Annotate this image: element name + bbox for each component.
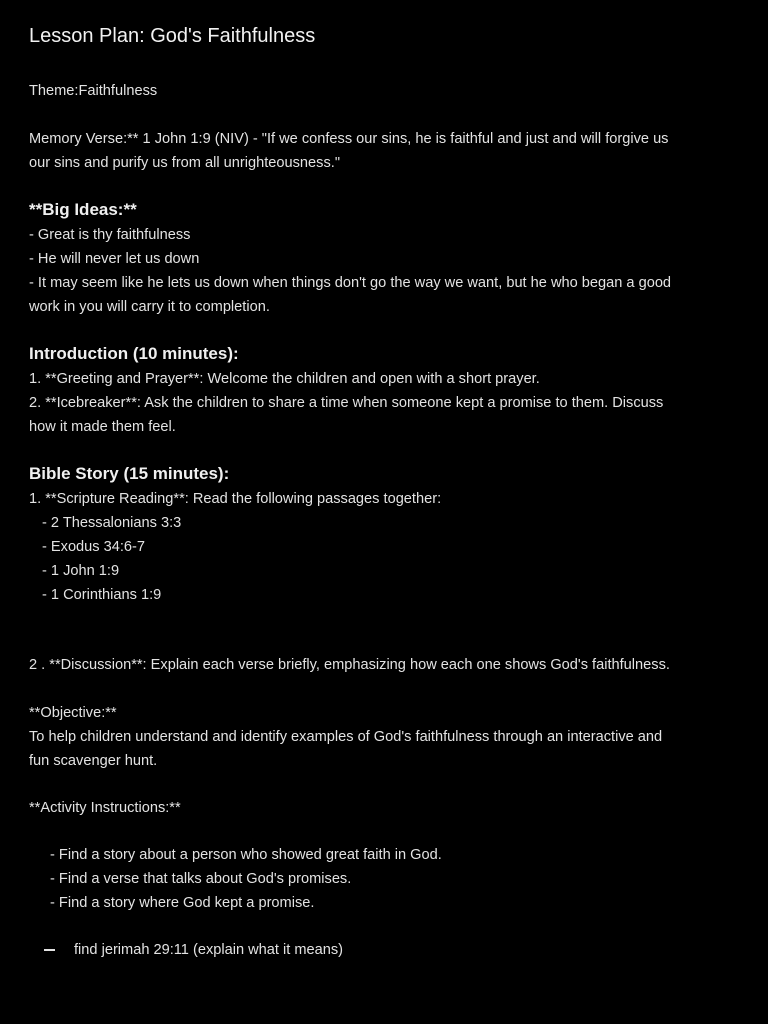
introduction-item: 1. **Greeting and Prayer**: Welcome the children and open with a short prayer.: [29, 371, 540, 387]
discussion-line: 2 . **Discussion**: Explain each verse briefly, emphasizing how each one shows God's faithfulness.: [29, 657, 670, 673]
memory-verse-line2: our sins and purify us from all unrighteousness.": [29, 155, 340, 171]
big-idea-item: - It may seem like he lets us down when things don't go the way we want, but he who began a good: [29, 275, 672, 291]
theme-line: Theme:Faithfulness: [29, 83, 158, 99]
passage-item: - 2 Thessalonians 3:3: [42, 515, 182, 531]
objective-line2: fun scavenger hunt.: [29, 753, 158, 769]
big-idea-item: - Great is thy faithfulness: [29, 227, 191, 243]
introduction-item: 2. **Icebreaker**: Ask the children to share a time when someone kept a promise to them. Discuss: [29, 395, 664, 411]
activity-extra-text: find jerimah 29:11 (explain what it means): [74, 942, 344, 958]
introduction-heading: Introduction (10 minutes):: [29, 344, 239, 363]
big-idea-item: - He will never let us down: [29, 251, 200, 267]
dash-bullet-icon: [44, 949, 55, 951]
objective-line1: To help children understand and identify examples of God's faithfulness through an interactive and: [29, 729, 663, 745]
big-ideas-heading: **Big Ideas:**: [29, 200, 137, 219]
big-idea-item: work in you will carry it to completion.: [29, 299, 270, 315]
activity-item: - Find a story where God kept a promise.: [50, 895, 315, 911]
passage-item: - 1 Corinthians 1:9: [42, 587, 162, 603]
scripture-reading-line: 1. **Scripture Reading**: Read the following passages together:: [29, 491, 442, 507]
memory-verse-line1: Memory Verse:** 1 John 1:9 (NIV) - "If we confess our sins, he is faithful and just and will forgive us: [29, 131, 669, 147]
introduction-item: how it made them feel.: [29, 419, 176, 435]
passage-item: - 1 John 1:9: [42, 563, 120, 579]
activity-extra-item: [29, 938, 739, 962]
objective-heading: **Objective:**: [29, 705, 117, 721]
activity-item: - Find a verse that talks about God's promises.: [50, 871, 352, 887]
passage-item: - Exodus 34:6-7: [42, 539, 146, 555]
bible-story-heading: Bible Story (15 minutes):: [29, 464, 230, 483]
activity-item: - Find a story about a person who showed great faith in God.: [50, 847, 442, 863]
activity-heading: **Activity Instructions:**: [29, 800, 181, 816]
page-title: Lesson Plan: God's Faithfulness: [29, 25, 316, 47]
